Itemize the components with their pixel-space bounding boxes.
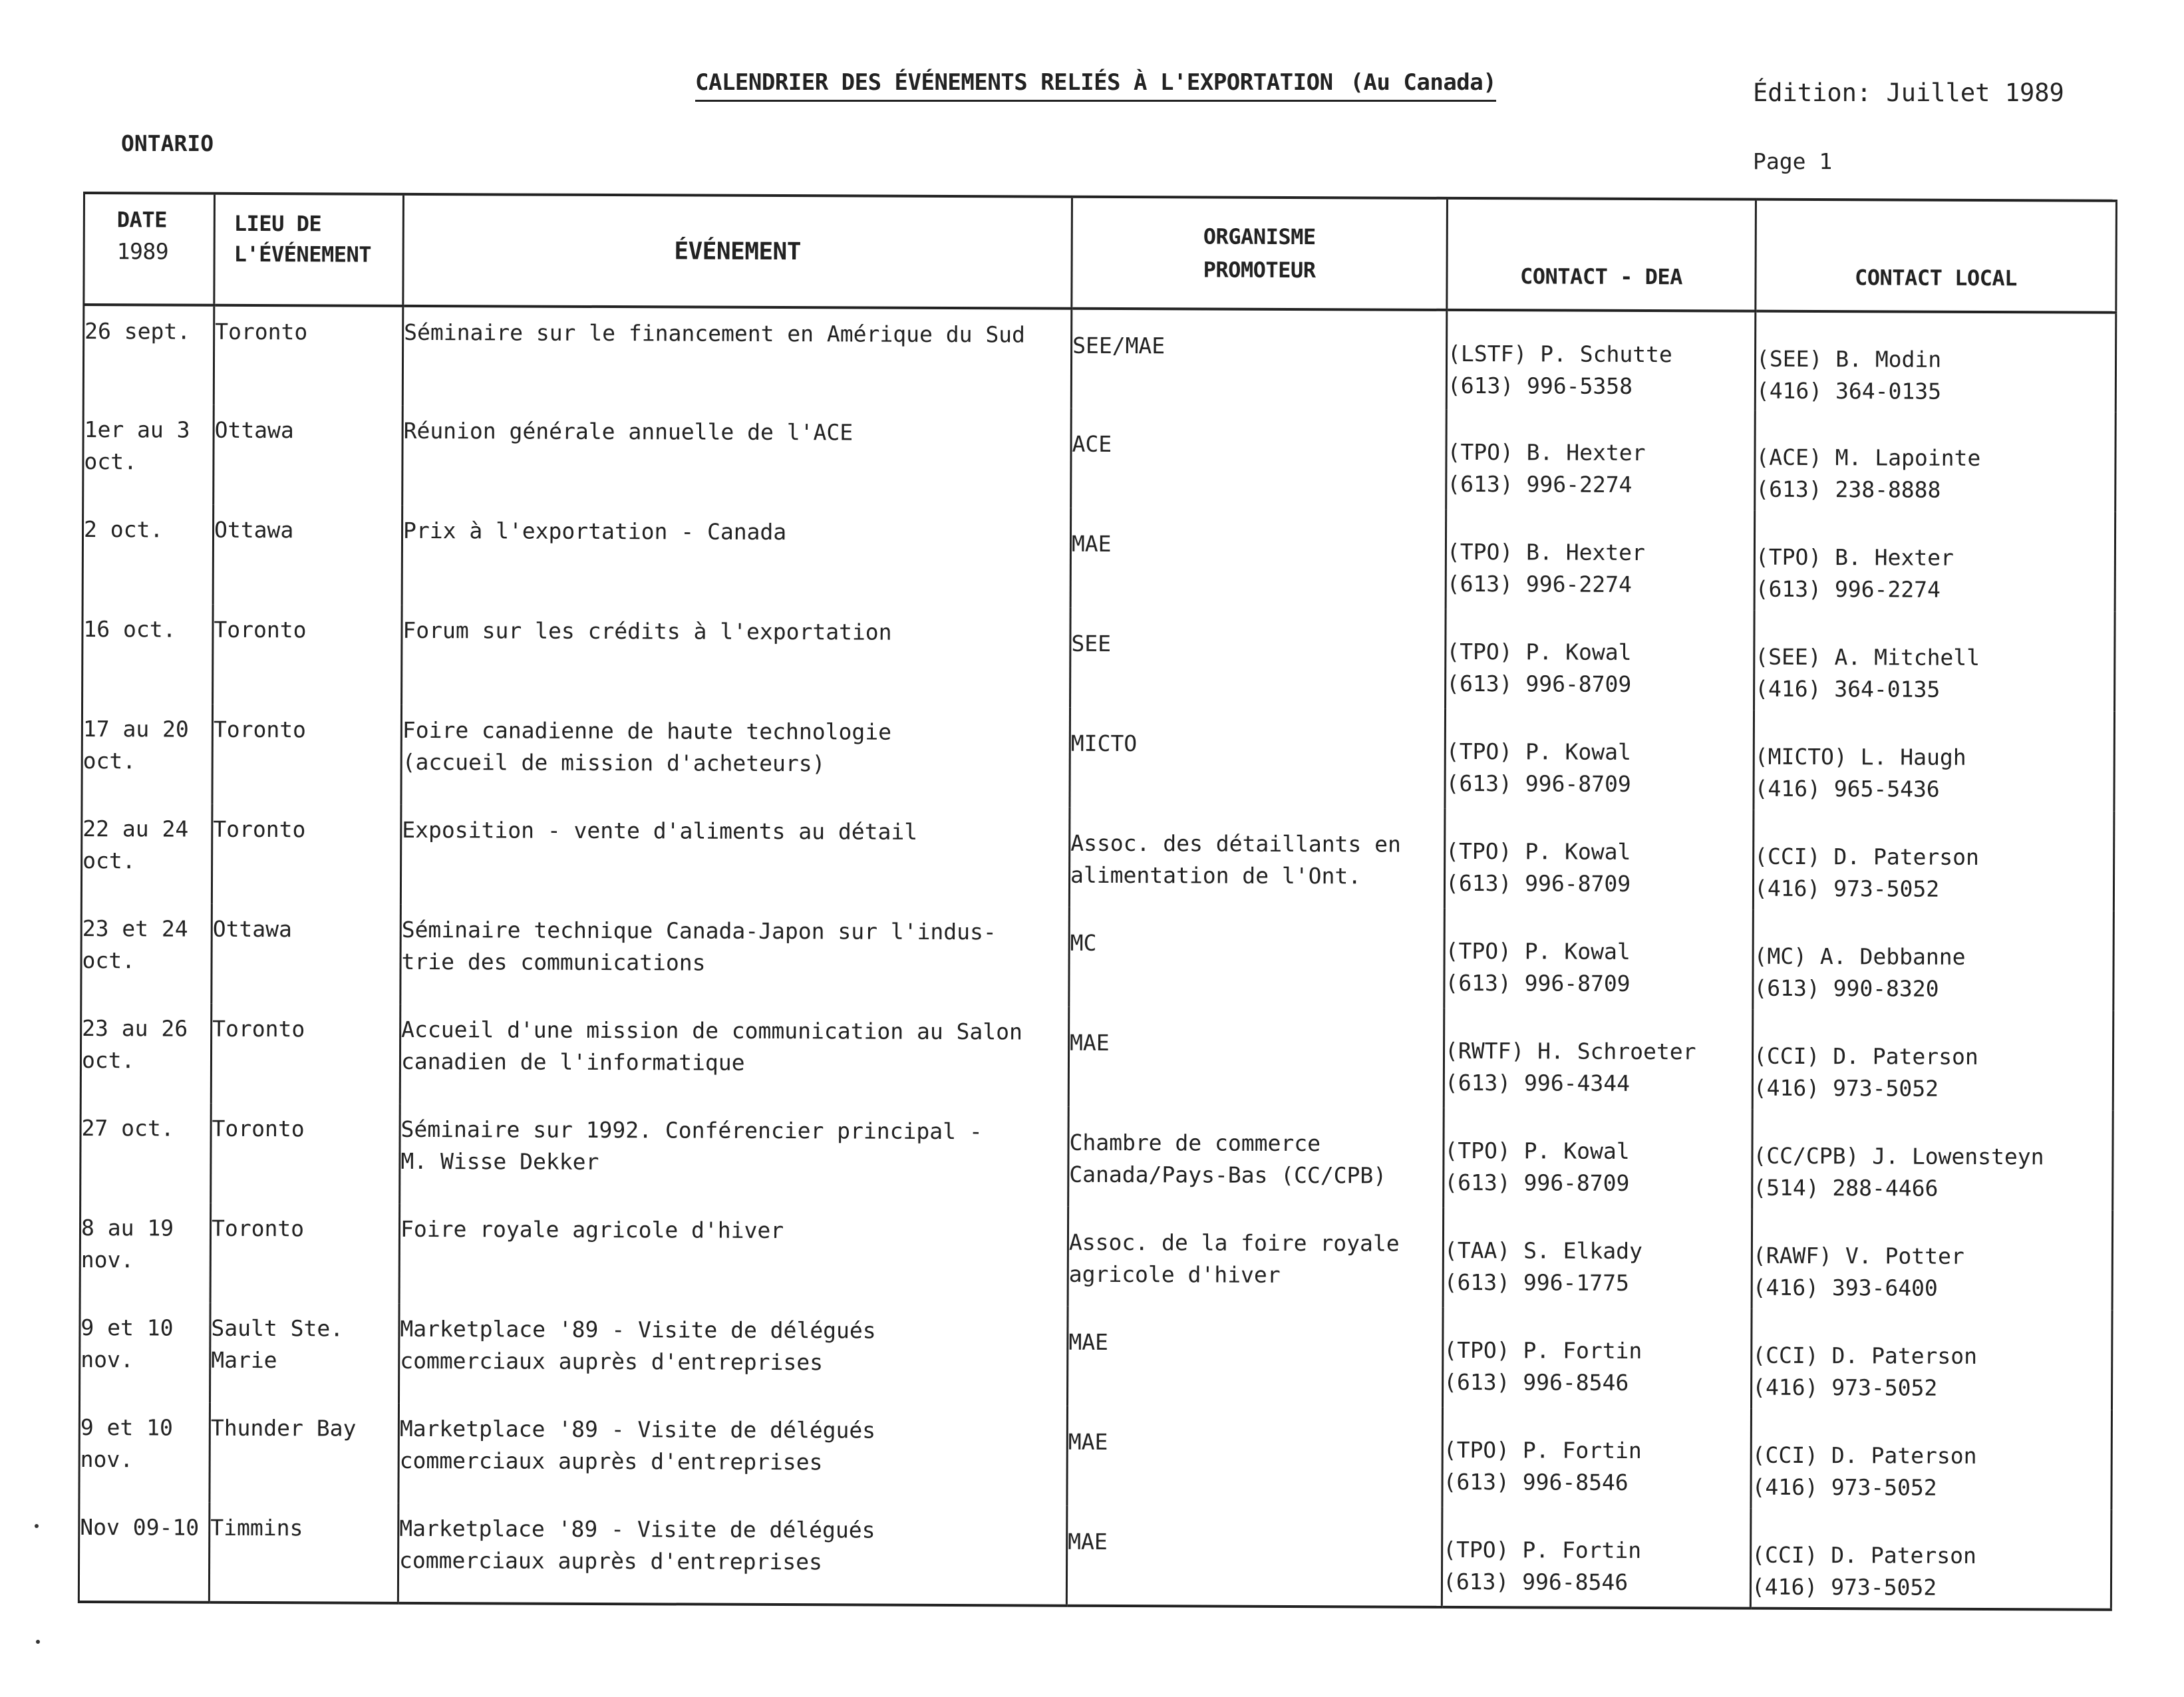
cell-organisme [1068, 1007, 1444, 1108]
cell-contact-local-line: (CCI) D. Paterson [1752, 1342, 1978, 1369]
cell-evenement-line: Marketplace '89 - Visite de délégués [399, 1515, 875, 1543]
cell-lieu [212, 804, 401, 905]
cell-contact-dea [1445, 709, 1754, 810]
cell-evenement-line: Marketplace '89 - Visite de délégués [400, 1315, 876, 1344]
table-row [83, 404, 2116, 512]
cell-date-line: 22 au 24 [82, 816, 189, 842]
table-row [83, 305, 2116, 412]
cell-organisme-line: SEE [1071, 630, 1112, 657]
header-contact-dea: CONTACT - DEA [1447, 198, 1756, 311]
cell-contact-dea-line: (TPO) P. Fortin [1443, 1536, 1642, 1564]
cell-contact-dea-line: (RWTF) H. Schroeter [1444, 1037, 1696, 1065]
cell-contact-dea-line: (613) 996-8546 [1443, 1468, 1629, 1495]
cell-date-line: oct. [82, 748, 136, 774]
cell-contact-dea-line: (613) 996-8546 [1442, 1568, 1629, 1595]
cell-lieu [210, 1403, 399, 1503]
cell-evenement-line: Prix à l'exportation - Canada [402, 517, 787, 545]
cell-contact-local-line: (416) 364-0135 [1755, 675, 1941, 702]
cell-organisme-line: Assoc. des détaillants en [1070, 830, 1402, 857]
cell-organisme [1067, 1406, 1443, 1507]
cell-date-line: 26 sept. [84, 318, 191, 345]
cell-organisme-line: MAE [1068, 1428, 1108, 1455]
table-row [80, 1003, 2113, 1111]
cell-date [78, 1502, 210, 1603]
cell-lieu [212, 704, 402, 805]
cell-date [82, 504, 214, 605]
cell-contact-local-line: (613) 990-8320 [1754, 975, 1939, 1002]
cell-organisme [1070, 708, 1446, 809]
cell-date-line: 17 au 20 [82, 716, 189, 742]
table-row [80, 1303, 2113, 1410]
cell-contact-local-line: (514) 288-4466 [1753, 1174, 1939, 1201]
cell-organisme [1066, 1506, 1442, 1607]
cell-contact-local-line: (613) 996-2274 [1755, 575, 1941, 603]
cell-organisme [1069, 907, 1445, 1008]
cell-evenement [399, 1204, 1068, 1307]
header-lieu-line1: LIEU DE [234, 210, 322, 237]
cell-evenement-line: canadien de l'informatique [400, 1048, 745, 1076]
cell-lieu-line: Toronto [212, 1115, 305, 1142]
cell-contact-dea [1446, 609, 1755, 710]
cell-evenement [399, 1304, 1068, 1406]
cell-evenement-line: Accueil d'une mission de communication au Salon [401, 1016, 1023, 1045]
cell-evenement [402, 605, 1071, 708]
cell-date-line: nov. [80, 1446, 134, 1473]
cell-organisme-line: Chambre de commerce [1069, 1129, 1321, 1157]
cell-lieu [213, 505, 402, 605]
cell-contact-dea-line: (TPO) B. Hexter [1446, 538, 1646, 566]
cell-evenement [398, 1404, 1068, 1506]
cell-date-line: nov. [80, 1246, 134, 1273]
cell-lieu [212, 904, 401, 1004]
cell-contact-local-line: (416) 973-5052 [1752, 1374, 1938, 1401]
cell-lieu-line: Toronto [212, 1015, 305, 1042]
cell-contact-dea-line: (613) 996-8546 [1444, 1368, 1629, 1396]
cell-contact-dea-line: (613) 996-8709 [1444, 1169, 1630, 1196]
table-row [78, 1502, 2111, 1610]
title-text: CALENDRIER DES ÉVÉNEMENTS RELIÉS À L'EXPORTATION [695, 69, 1333, 96]
cell-lieu-line: Thunder Bay [210, 1414, 357, 1442]
cell-contact-dea [1444, 909, 1754, 1010]
cell-contact-dea [1444, 1008, 1753, 1110]
table-row [79, 1402, 2112, 1510]
cell-evenement [402, 306, 1072, 408]
cell-contact-local-line: (416) 973-5052 [1754, 875, 1940, 902]
cell-evenement-line: (accueil de mission d'acheteurs) [402, 748, 826, 777]
cell-date [79, 1402, 210, 1503]
cell-evenement-line: Séminaire sur le financement en Amérique du Sud [404, 319, 1026, 348]
cell-contact-dea-line: (613) 996-8709 [1445, 969, 1631, 997]
cell-contact-dea-line: (TAA) S. Elkady [1444, 1237, 1642, 1265]
cell-contact-dea-line: (TPO) B. Hexter [1447, 438, 1646, 466]
cell-date-line: 1er au 3 [84, 416, 190, 443]
cell-organisme [1069, 808, 1445, 909]
cell-evenement [400, 1104, 1069, 1207]
cell-evenement-line: Forum sur les crédits à l'exportation [402, 617, 892, 645]
cell-contact-local-line: (CCI) D. Paterson [1752, 1541, 1976, 1569]
cell-contact-dea [1443, 1208, 1752, 1309]
cell-contact-dea-line: (TPO) P. Kowal [1446, 738, 1632, 765]
scan-speck [35, 1524, 39, 1528]
cell-lieu [214, 305, 403, 406]
cell-date-line: 16 oct. [83, 616, 176, 643]
cell-contact-dea [1442, 1507, 1751, 1609]
cell-contact-local [1753, 810, 2114, 911]
title-scope: (Au Canada) [1350, 69, 1497, 96]
cell-organisme-line: Canada/Pays-Bas (CC/CPB) [1069, 1161, 1387, 1189]
cell-contact-local [1754, 710, 2115, 812]
cell-date-line: oct. [81, 1047, 135, 1074]
cell-lieu [211, 1004, 400, 1104]
cell-contact-dea-line: (613) 996-5358 [1447, 372, 1633, 399]
cell-contact-local-line: (CC/CPB) J. Lowensteyn [1753, 1142, 2044, 1170]
cell-date-line: nov. [80, 1346, 134, 1373]
cell-date-line: Nov 09-10 [80, 1513, 200, 1541]
header-lieu-line2: L'ÉVÉNEMENT [234, 241, 372, 267]
edition-date: Édition: Juillet 1989 [1753, 78, 2064, 107]
cell-lieu [213, 605, 402, 705]
cell-evenement [400, 905, 1070, 1007]
cell-date [80, 1303, 211, 1403]
cell-date [82, 604, 214, 704]
cell-evenement-line: Séminaire technique Canada-Japon sur l'indus- [401, 916, 997, 945]
document-title [695, 69, 1496, 102]
cell-organisme [1070, 508, 1446, 609]
table-row [81, 804, 2114, 911]
events-table [78, 192, 2117, 1611]
page-number: Page 1 [1753, 148, 1833, 174]
cell-date-line: oct. [82, 947, 136, 974]
cell-date [80, 1103, 212, 1203]
cell-contact-dea-line: (613) 996-2274 [1446, 570, 1632, 597]
cell-date [83, 305, 214, 405]
table-row [80, 1103, 2113, 1211]
cell-contact-local-line: (416) 965-5436 [1754, 775, 1940, 802]
cell-lieu [211, 1104, 400, 1204]
cell-contact-dea-line: (613) 996-4344 [1444, 1069, 1631, 1096]
header-organisme-line2: PROMOTEUR [1203, 257, 1316, 283]
table-row [81, 903, 2114, 1011]
cell-organisme [1068, 1307, 1444, 1408]
cell-evenement-line: Séminaire sur 1992. Conférencier principal - [400, 1116, 983, 1145]
cell-lieu-line: Toronto [213, 716, 307, 743]
cell-date [81, 804, 212, 904]
cell-evenement [400, 805, 1070, 907]
cell-contact-dea-line: (LSTF) P. Schutte [1448, 340, 1672, 368]
table-row [80, 1203, 2113, 1311]
cell-contact-local [1752, 1110, 2113, 1211]
table-row [82, 504, 2115, 612]
table-row [82, 704, 2115, 812]
cell-date-line: 23 et 24 [82, 915, 188, 942]
cell-date-line: oct. [82, 848, 136, 874]
cell-evenement-line: Marketplace '89 - Visite de délégués [399, 1415, 876, 1444]
cell-date-line: oct. [84, 448, 138, 475]
cell-contact-dea [1444, 809, 1754, 910]
cell-contact-local-line: (416) 364-0135 [1756, 377, 1942, 404]
cell-contact-local-line: (SEE) B. Modin [1756, 345, 1942, 373]
cell-lieu [210, 1303, 400, 1404]
cell-lieu [214, 405, 403, 506]
cell-organisme-line: alimentation de l'Ont. [1070, 861, 1362, 889]
cell-evenement [398, 1503, 1067, 1606]
header-lieu [214, 194, 404, 306]
cell-evenement-line: commerciaux auprès d'entreprises [400, 1347, 824, 1376]
cell-contact-dea-line: (613) 996-1775 [1444, 1269, 1629, 1296]
cell-contact-local [1750, 1509, 2111, 1610]
cell-evenement [402, 506, 1071, 608]
header-date-year: 1989 [116, 238, 169, 265]
header-contact-local: CONTACT LOCAL [1756, 200, 2117, 313]
cell-contact-local-line: (CCI) D. Paterson [1752, 1442, 1977, 1469]
cell-evenement-line: Réunion générale annuelle de l'ACE [403, 417, 854, 446]
table-row [82, 604, 2115, 712]
cell-contact-dea-line: (613) 996-8709 [1446, 670, 1632, 697]
cell-organisme-line: MICTO [1070, 730, 1138, 757]
cell-contact-dea [1442, 1308, 1752, 1409]
cell-contact-local-line: (416) 973-5052 [1751, 1573, 1937, 1601]
cell-contact-local-line: (MICTO) L. Haugh [1754, 743, 1966, 770]
cell-contact-dea-line: (613) 996-2274 [1447, 470, 1633, 498]
cell-contact-dea [1442, 1408, 1752, 1509]
cell-date-line: 27 oct. [81, 1115, 174, 1142]
cell-date-line: 23 au 26 [82, 1015, 188, 1042]
cell-contact-local-line: (TPO) B. Hexter [1755, 543, 1954, 571]
cell-lieu-line: Ottawa [212, 915, 293, 943]
cell-contact-local [1751, 1309, 2112, 1410]
cell-contact-local [1751, 1409, 2112, 1510]
cell-lieu [210, 1203, 400, 1304]
cell-contact-local-line: (RAWF) V. Potter [1752, 1242, 1964, 1269]
header-organisme [1072, 197, 1448, 310]
cell-contact-local-line: (416) 973-5052 [1752, 1473, 1937, 1501]
cell-contact-local [1753, 910, 2114, 1011]
cell-date-line: 9 et 10 [80, 1314, 174, 1341]
cell-contact-dea-line: (TPO) P. Fortin [1443, 1436, 1642, 1464]
cell-contact-local-line: (CCI) D. Paterson [1753, 1042, 1978, 1070]
cell-lieu-line: Toronto [215, 318, 308, 345]
cell-contact-dea [1444, 1108, 1753, 1209]
cell-organisme-line: MC [1070, 929, 1097, 956]
cell-organisme [1071, 309, 1447, 410]
cell-contact-local [1754, 511, 2115, 612]
cell-evenement-line: Foire canadienne de haute technologie [402, 716, 892, 745]
cell-organisme-line: MAE [1071, 530, 1112, 557]
header-evenement: ÉVÉNEMENT [403, 194, 1072, 309]
cell-date-line: 9 et 10 [80, 1414, 174, 1441]
cell-organisme [1068, 1107, 1444, 1208]
cell-lieu-line: Marie [211, 1346, 277, 1374]
cell-lieu [209, 1503, 398, 1603]
cell-lieu-line: Sault Ste. [211, 1314, 344, 1342]
cell-contact-local-line: (ACE) M. Lapointe [1756, 444, 1981, 471]
cell-lieu-line: Ottawa [214, 516, 294, 543]
cell-evenement-line: M. Wisse Dekker [400, 1148, 599, 1175]
cell-evenement-line: commerciaux auprès d'entreprises [399, 1447, 823, 1475]
province-heading: ONTARIO [121, 130, 214, 156]
cell-date [80, 1203, 211, 1303]
cell-contact-local [1755, 311, 2116, 412]
cell-evenement [402, 406, 1072, 508]
cell-evenement-line: Exposition - vente d'aliments au détail [402, 816, 918, 845]
cell-date [80, 1003, 212, 1104]
cell-contact-local [1752, 1209, 2113, 1311]
cell-date [81, 903, 212, 1004]
cell-contact-dea [1446, 410, 1756, 511]
cell-contact-dea [1446, 310, 1756, 411]
cell-contact-dea-line: (TPO) P. Kowal [1446, 838, 1631, 865]
cell-organisme [1070, 608, 1446, 709]
header-organisme-line1: ORGANISME [1203, 224, 1316, 250]
cell-organisme-line: Assoc. de la foire royale [1068, 1229, 1400, 1257]
cell-evenement-line: commerciaux auprès d'entreprises [399, 1547, 822, 1575]
cell-date [82, 704, 213, 804]
cell-contact-dea-line: (TPO) P. Kowal [1444, 1137, 1630, 1164]
cell-contact-dea [1446, 510, 1755, 611]
cell-evenement [401, 705, 1070, 808]
cell-evenement [400, 1004, 1069, 1107]
cell-lieu-line: Toronto [213, 816, 306, 843]
cell-contact-local-line: (416) 393-6400 [1752, 1274, 1938, 1301]
header-date [84, 193, 215, 305]
cell-contact-local-line: (613) 238-8888 [1756, 476, 1941, 503]
cell-contact-dea-line: (TPO) P. Kowal [1446, 638, 1632, 665]
table-header-row [84, 193, 2117, 313]
cell-contact-dea-line: (613) 996-8709 [1446, 770, 1631, 797]
cell-organisme-line: MAE [1068, 1528, 1108, 1555]
cell-contact-dea-line: (613) 996-8709 [1445, 869, 1631, 897]
cell-contact-local [1755, 411, 2116, 512]
cell-evenement-line: trie des communications [401, 948, 706, 976]
cell-organisme-line: SEE/MAE [1072, 332, 1166, 359]
cell-organisme-line: MAE [1068, 1328, 1109, 1355]
cell-contact-local-line: (416) 973-5052 [1753, 1074, 1939, 1102]
cell-organisme-line: ACE [1072, 430, 1112, 457]
header-date-label: DATE [116, 207, 167, 233]
cell-contact-local [1754, 611, 2115, 712]
cell-date [83, 404, 214, 505]
cell-contact-local-line: (MC) A. Debbanne [1754, 943, 1966, 970]
cell-lieu-line: Ottawa [214, 416, 294, 444]
cell-evenement-line: Foire royale agricole d'hiver [400, 1215, 784, 1244]
cell-contact-dea-line: (TPO) P. Fortin [1444, 1336, 1642, 1364]
cell-lieu-line: Timmins [210, 1514, 303, 1541]
cell-date-line: 8 au 19 [80, 1215, 174, 1241]
cell-organisme-line: agricole d'hiver [1068, 1261, 1281, 1288]
cell-date-line: 2 oct. [83, 516, 164, 543]
cell-contact-dea-line: (TPO) P. Kowal [1445, 937, 1631, 965]
scan-speck [36, 1640, 40, 1644]
cell-lieu-line: Toronto [214, 616, 307, 643]
cell-organisme [1068, 1207, 1444, 1308]
cell-organisme-line: MAE [1070, 1029, 1110, 1056]
cell-contact-local-line: (SEE) A. Mitchell [1755, 643, 1980, 671]
cell-lieu-line: Toronto [211, 1215, 305, 1242]
cell-contact-local [1752, 1010, 2113, 1111]
cell-contact-local-line: (CCI) D. Paterson [1754, 843, 1980, 870]
cell-organisme [1071, 408, 1447, 510]
